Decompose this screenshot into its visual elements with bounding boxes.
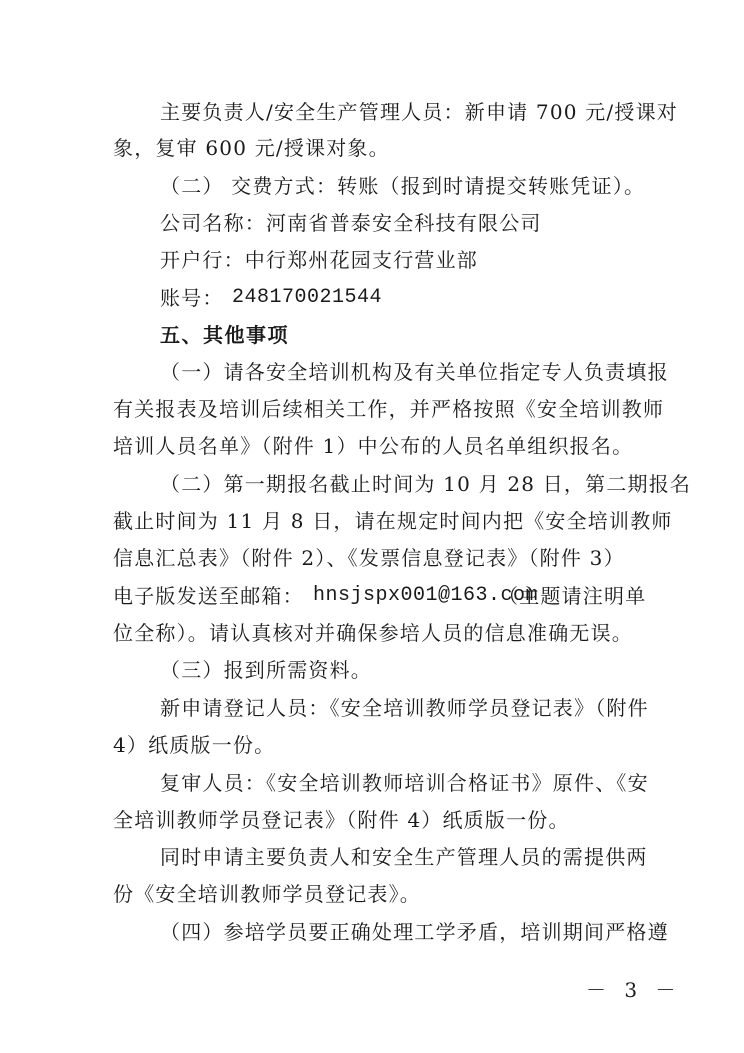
text-line: 位全称）。请认真核对并确保参培人员的信息准确无误。 [113,621,633,645]
text-line: 培训人员名单》（附件 1）中公布的人员名单组织报名。 [113,434,634,458]
text-line: 信息汇总表》（附件 2）、《发票信息登记表》（附件 3） [113,546,625,570]
text-line: 电子版发送至邮箱： [113,584,304,608]
section-heading: 五、其他事项 [160,323,289,347]
email-address: hnsjspx001@163.com [313,584,539,607]
text-line: 开户行：中行郑州花园支行营业部 [160,248,478,272]
text-line: 4）纸质版一份。 [113,733,276,757]
text-line: （三）报到所需资料。 [160,658,372,682]
text-line: 新申请登记人员：《安全培训教师学员登记表》（附件 [160,696,649,720]
text-line: （二） 交费方式：转账（报到时请提交转账凭证）。 [160,174,646,198]
text-line: （一）请各安全培训机构及有关单位指定专人负责填报 [160,360,669,384]
page-number: － 3 － [586,978,682,1002]
text-line: 主要负责人/安全生产管理人员：新申请 700 元/授课对 [160,100,678,124]
text-line: （二）第一期报名截止时间为 10 月 28 日，第二期报名 [160,472,692,496]
text-line: 有关报表及培训后续相关工作，并严格按照《安全培训教师 [113,397,665,421]
text-line: 公司名称：河南省普泰安全科技有限公司 [160,211,542,235]
text-line: （四）参培学员要正确处理工学矛盾，培训期间严格遵 [160,920,669,944]
text-line: 复审人员：《安全培训教师培训合格证书》原件、《安 [160,771,649,795]
account-label: 账号： [160,286,224,310]
account-number: 248170021544 [232,286,383,309]
text-line: 截止时间为 11 月 8 日，请在规定时间内把《安全培训教师 [113,509,673,533]
text-line: 象，复审 600 元/授课对象。 [113,136,390,160]
text-line: 份《安全培训教师学员登记表》。 [113,882,421,906]
text-line: （主题请注明单 [498,584,647,608]
text-line: 同时申请主要负责人和安全生产管理人员的需提供两 [160,845,648,869]
text-line: 全培训教师学员登记表》（附件 4）纸质版一份。 [113,808,570,832]
